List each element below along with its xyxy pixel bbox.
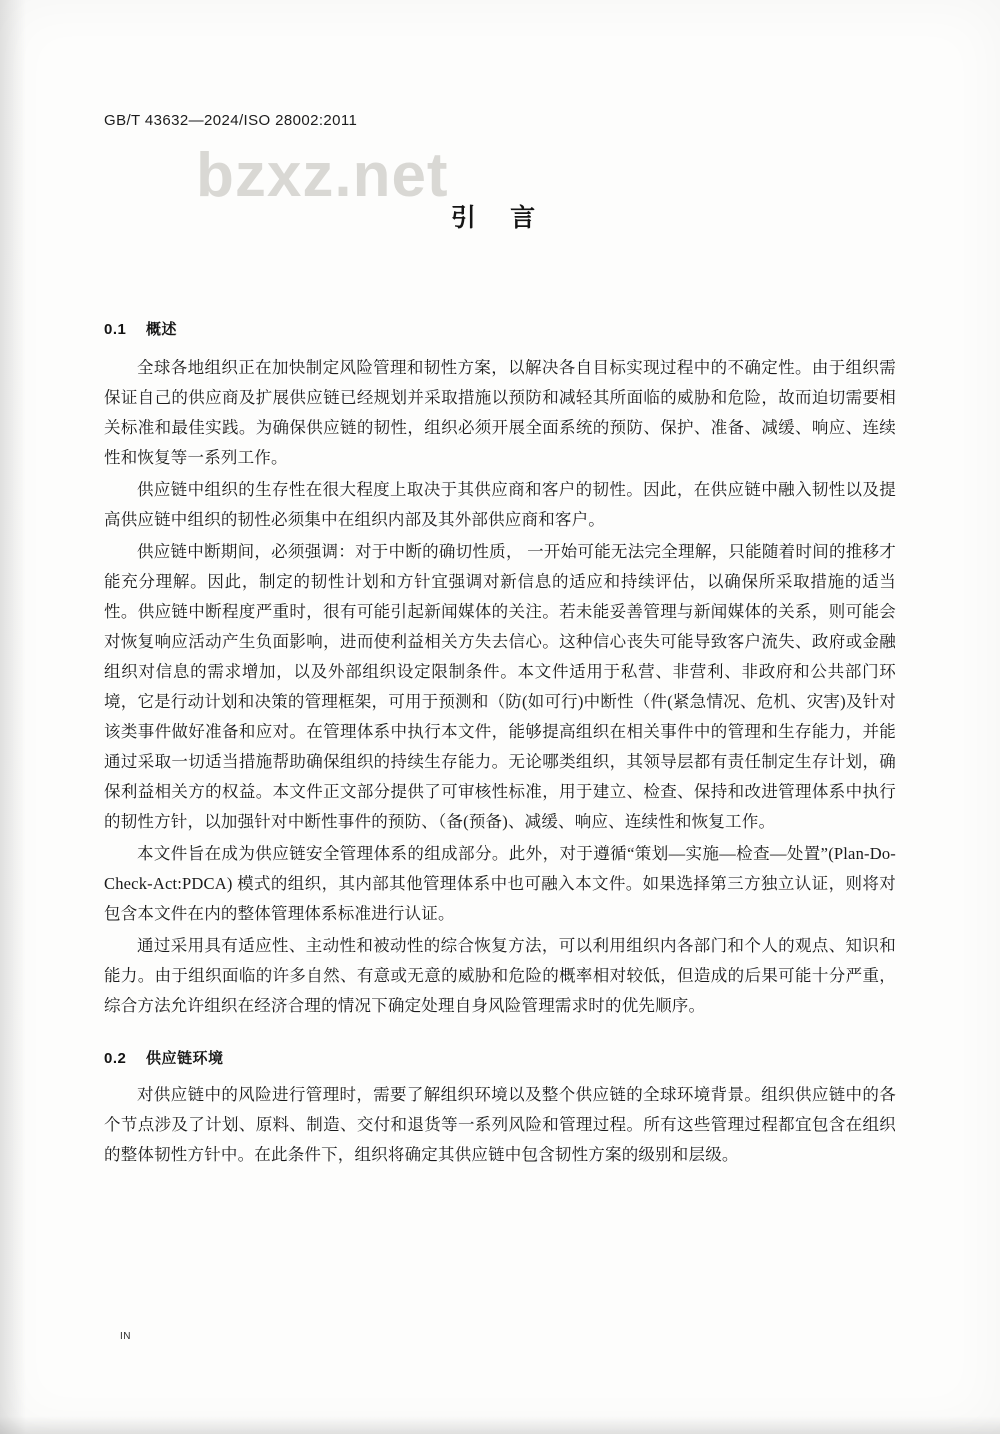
standard-code-header: GB/T 43632—2024/ISO 28002:2011 [104,112,358,129]
section-heading-0-1 [104,318,896,339]
paragraph: 通过采用具有适应性、主动性和被动性的综合恢复方法，可以利用组织内各部门和个人的观点、知识和能力。由于组织面临的许多自然、有意或无意的威胁和危险的概率相对较低，但造成的后果可能十分严重，综合方法允许组织在经济合理的情况下确定处理自身风险管理需求时的优先顺序。 [104,936,896,1015]
watermark-text: bzxz.net [196,141,449,210]
section-heading-0-2 [104,1047,896,1068]
page-title: 引 言 [450,205,550,232]
section-number: 0.2 [104,1050,127,1067]
page-edge-shadow-bottom [0,1416,1000,1434]
paragraph: 供应链中组织的生存性在很大程度上取决于其供应商和客户的韧性。因此，在供应链中融入韧性以及提高供应链中组织的韧性必须集中在组织内部及其外部供应商和客户。 [104,480,896,529]
document-body [104,318,896,1172]
section-number: 0.1 [104,321,127,338]
section-title: 概述 [146,321,178,338]
page-number: IN [120,1331,131,1342]
paragraph: 全球各地组织正在加快制定风险管理和韧性方案，以解决各自目标实现过程中的不确定性。由于组织需保证自己的供应商及扩展供应链已经规划并采取措施以预防和减轻其所面临的威胁和危险，故而迫切需要相关标准和最佳实践。为确保供应链的韧性，组织必须开展全面系统的预防、保护、准备、减缓、响应、连续性和恢复等一系列工作。 [104,358,896,467]
paragraph: 供应链中断期间，必须强调：对于中断的确切性质， 一开始可能无法完全理解，只能随着时间的推移才能充分理解。因此，制定的韧性计划和方针宜强调对新信息的适应和持续评估，以确保所采取措施的适当性。供应链中断程度严重时，很有可能引起新闻媒体的关注。若未能妥善管理与新闻媒体的关系，则可能会对恢复响应活动产生负面影响，进而使利益相关方失去信心。这种信心丧失可能导致客户流失、政府或金融组织对信息的需求增加，以及外部组织设定限制条件。本文件适用于私营、非营利、非政府和公共部门环境，它是行动计划和决策的管理框架，可用于预测和（防(如可行)中断性（件(紧急情况、危机、灾害)及针对该类事件做好准备和应对。在管理体系中执行本文件，能够提高组织在相关事件中的管理和生存能力，并能通过采取一切适当措施帮助确保组织的持续生存能力。无论哪类组织，其领导层都有责任制定生存计划，确保利益相关方的权益。本文件正文部分提供了可审核性标准，用于建立、检查、保持和改进管理体系中执行的韧性方针，以加强针对中断性事件的预防、（备(预备)、减缓、响应、连续性和恢复工作。 [104,542,896,831]
paragraph: 本文件旨在成为供应链安全管理体系的组成部分。此外，对于遵循“策划—实施—检查—处置”(Plan-Do-Check-Act:PDCA) 模式的组织，其内部其他管理体系中也可融入本文件。如果选择第三方独立认证，则将对包含本文件在内的整体管理体系标准进行认证。 [104,844,896,923]
paragraph: 对供应链中的风险进行管理时，需要了解组织环境以及整个供应链的全球环境背景。组织供应链中的各个节点涉及了计划、原料、制造、交付和退货等一系列风险和管理过程。所有这些管理过程都宜包含在组织的整体韧性方针中。在此条件下，组织将确定其供应链中包含韧性方案的级别和层级。 [104,1085,896,1164]
section-title: 供应链环境 [146,1050,224,1067]
